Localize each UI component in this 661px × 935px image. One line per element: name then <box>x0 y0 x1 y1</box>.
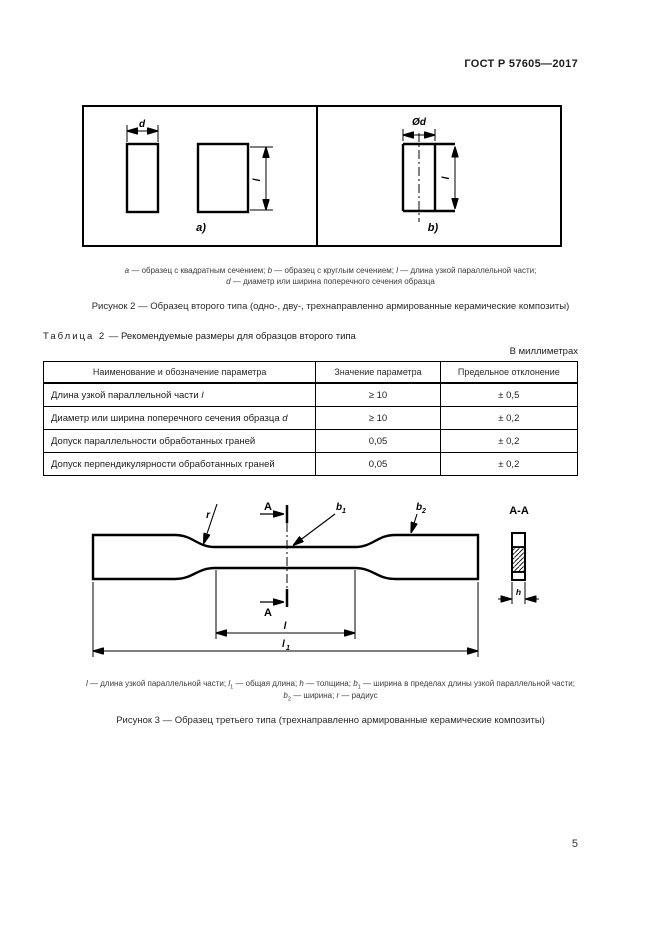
figure3-caption-line2: $b_2$ — ширина; r — радиус <box>283 691 378 703</box>
row-parameter-name: Длина узкой параллельной части l <box>44 383 316 407</box>
dim-label-d: d <box>138 119 146 130</box>
table2-header-parameter: Наименование и обозначение параметра <box>44 362 316 384</box>
label-l1-sub: 1 <box>286 645 290 652</box>
row-parameter-value: 0,05 <box>316 453 440 476</box>
label-b1: b <box>336 502 343 513</box>
figure2-caption-line2: d — диаметр или ширина поперечного сечения образца <box>226 277 435 286</box>
page-number: 5 <box>571 838 578 850</box>
width-b2-leader <box>411 502 426 533</box>
table2-label: Таблица 2 <box>43 331 107 342</box>
row-parameter-name: Диаметр или ширина поперечного сечения образца d <box>44 407 316 430</box>
row-parameter-tolerance: ± 0,2 <box>440 453 577 476</box>
section-view-a-a <box>498 505 539 604</box>
radius-leader <box>204 504 218 544</box>
row-parameter-value: 0,05 <box>316 430 440 453</box>
row-parameter-value: ≥ 10 <box>316 383 440 407</box>
panel-a-label: a) <box>196 222 206 234</box>
dim-label-l-a: l <box>252 178 263 182</box>
label-l: l <box>283 621 287 632</box>
row-parameter-name: Допуск параллельности обработанных граней <box>44 430 316 453</box>
figure2-drawing <box>82 105 562 247</box>
table-row <box>44 407 578 430</box>
figure2-caption-line1: a — образец с квадратным сечением; b — образец с круглым сечением; l — длина узкой параллельной части; <box>124 266 537 275</box>
figure3-title: Рисунок 3 — Образец третьего типа (трехнаправленно армированные керамические композиты) <box>116 715 545 726</box>
label-b1-sub: 1 <box>342 508 346 515</box>
row-parameter-value: ≥ 10 <box>316 407 440 430</box>
figure3-caption-line1: l — длина узкой параллельной части; $l_1$ — общая длина; h — толщина; $b_1$ — ширина в пределах длины узкой параллельной части; <box>86 679 575 691</box>
label-r: r <box>206 510 210 521</box>
section-view-title: А-А <box>509 505 529 517</box>
figure2-title: Рисунок 2 — Образец второго типа (одно-, дву-, трехнаправленно армированные керамические композиты) <box>91 301 570 312</box>
table2 <box>43 361 578 476</box>
table2-units: В миллиметрах <box>509 346 578 357</box>
table2-header-value: Значение параметра <box>316 362 440 384</box>
label-b2: b <box>416 502 423 513</box>
table-row <box>44 430 578 453</box>
document-code: ГОСТ Р 57605—2017 <box>464 58 578 70</box>
row-parameter-name: Допуск перпендикулярности обработанных граней <box>44 453 316 476</box>
dim-label-diameter: Ød <box>412 117 426 128</box>
row-parameter-tolerance: ± 0,2 <box>440 430 577 453</box>
label-b2-sub: 2 <box>422 508 426 515</box>
label-l1: l <box>282 639 285 650</box>
dimension-l <box>216 570 355 639</box>
table2-title-text: — Рекомендуемые размеры для образцов второго типа <box>106 331 356 342</box>
dimension-l1 <box>93 582 478 657</box>
table-row <box>44 453 578 476</box>
figure3-drawing <box>60 490 620 675</box>
table-row <box>44 383 578 407</box>
panel-b-label: b) <box>427 222 439 234</box>
dim-label-l-b: l <box>441 176 452 180</box>
row-parameter-tolerance: ± 0,5 <box>440 383 577 407</box>
table2-title <box>43 331 578 342</box>
section-marker-top: A <box>264 501 272 513</box>
table2-header-row <box>44 362 578 384</box>
row-parameter-tolerance: ± 0,2 <box>440 407 577 430</box>
table2-header-tolerance: Предельное отклонение <box>440 362 577 384</box>
section-marker-bottom: A <box>264 607 272 619</box>
label-h: h <box>515 587 522 597</box>
width-b1-leader <box>293 502 346 546</box>
dogbone-specimen-outline <box>93 535 478 579</box>
